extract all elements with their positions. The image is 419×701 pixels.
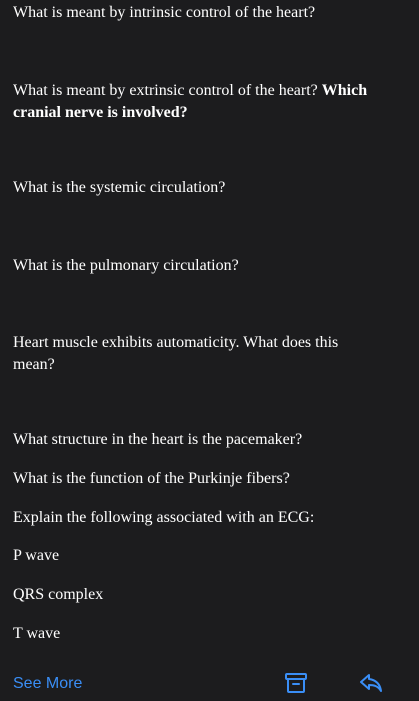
question-extrinsic-control (13, 80, 403, 124)
question-cranial-nerve: Which cranial nerve is involved? (13, 82, 368, 121)
see-more-link[interactable]: See More (13, 675, 83, 692)
question-automaticity: Heart muscle exhibits automaticity. What does this mean? (13, 334, 339, 373)
archive-icon[interactable] (283, 670, 309, 696)
question-intrinsic-control: What is meant by intrinsic control of the heart? (13, 4, 316, 21)
question-pacemaker: What structure in the heart is the pacemaker? (13, 431, 303, 448)
footer-toolbar (0, 660, 419, 700)
question-systemic-circulation: What is the systemic circulation? (13, 179, 226, 196)
ecg-item-t-wave: T wave (13, 625, 61, 642)
ecg-item-p-wave: P wave (13, 547, 60, 564)
question-pulmonary-circulation: What is the pulmonary circulation? (13, 257, 239, 274)
question-extrinsic-text: What is meant by extrinsic control of the heart? (13, 82, 322, 99)
question-ecg: Explain the following associated with an ECG: (13, 509, 315, 526)
question-purkinje-fibers: What is the function of the Purkinje fibers? (13, 470, 290, 487)
ecg-item-qrs-complex: QRS complex (13, 586, 104, 603)
reply-icon[interactable] (358, 670, 384, 696)
